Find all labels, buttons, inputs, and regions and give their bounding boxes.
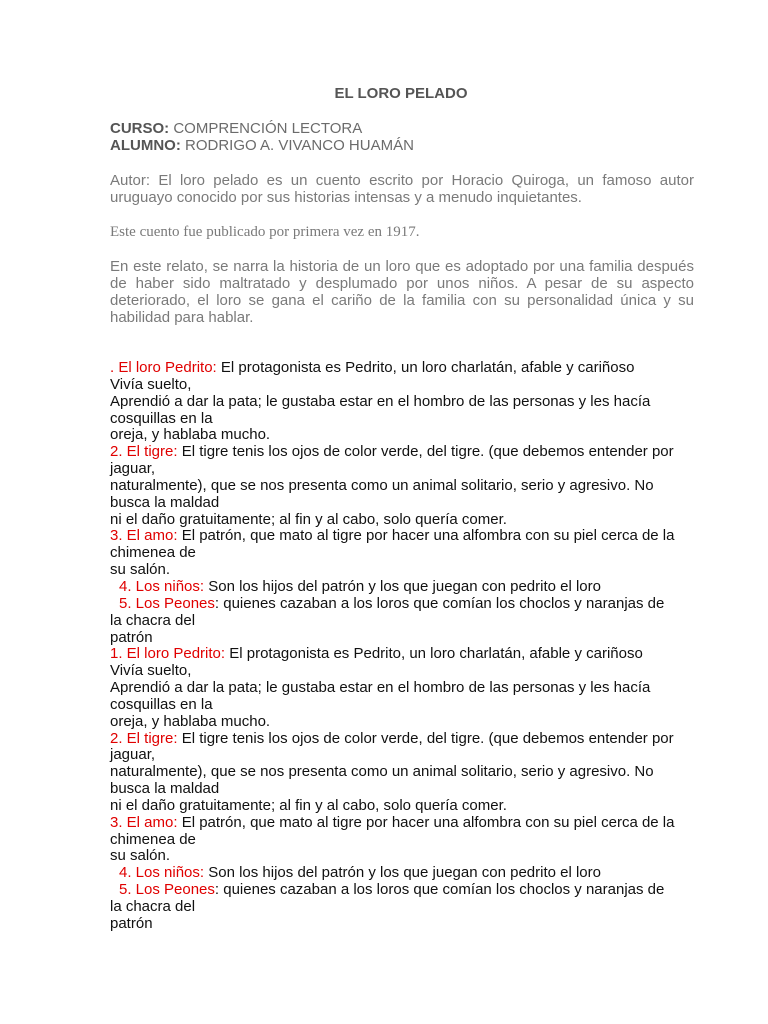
character-text: Son los hijos del patrón y los que juegan con pedrito el loro — [204, 864, 601, 882]
character-text-line: Vivía suelto, — [110, 662, 192, 680]
course-value: COMPRENCIÓN LECTORA — [173, 120, 363, 137]
student-value: RODRIGO A. VIVANCO HUAMÁN — [185, 137, 414, 154]
characters-list — [110, 360, 700, 933]
character-label: 2. El tigre: — [110, 729, 178, 747]
character-text-line: su salón. — [110, 847, 171, 865]
character-label: 3. El amo: — [110, 813, 178, 831]
intro-published-paragraph: Este cuento fue publicado por primera vez en 1917. — [110, 224, 420, 240]
character-text: El patrón, que mato al tigre por hacer una alfombra con su piel cerca de la — [177, 813, 675, 831]
character-text-line: busca la maldad — [110, 780, 220, 798]
character-text: : quienes cazaban a los loros que comían los choclos y naranjas de — [214, 594, 665, 612]
document-title: EL LORO PELADO — [334, 85, 468, 102]
character-label: 5. Los Peones — [119, 594, 215, 612]
character-text-line: chimenea de — [110, 544, 196, 562]
character-text-line: la chacra del — [110, 611, 196, 629]
character-text-line: oreja, y hablaba mucho. — [110, 426, 271, 444]
character-label: 4. Los niños: — [119, 864, 205, 882]
character-entry-tigre — [110, 444, 700, 461]
character-text-line: ni el daño gratuitamente; al fin y al cabo, solo quería comer. — [110, 510, 507, 528]
character-text-line: naturalmente), que se nos presenta como un animal solitario, serio y agresivo. No — [110, 763, 654, 781]
course-line — [110, 120, 414, 137]
character-entry-amo — [110, 528, 700, 545]
character-text-line: Aprendió a dar la pata; le gustaba estar en el hombro de las personas y les hacía — [110, 392, 651, 410]
intro-summary-paragraph: En este relato, se narra la historia de un loro que es adoptado por una familia después de haber sido maltratado y desplumado por unos niños. A pesar de su aspecto deteriorado, el loro se gana el cariño de la familia con su personalidad única y su habilidad para hablar. — [110, 258, 694, 326]
character-text: : quienes cazaban a los loros que comían los choclos y naranjas de — [214, 881, 665, 899]
character-text: El patrón, que mato al tigre por hacer una alfombra con su piel cerca de la — [177, 527, 675, 545]
character-text: El tigre tenis los ojos de color verde, del tigre. (que debemos entender por — [177, 443, 674, 461]
character-text-line: cosquillas en la — [110, 695, 213, 713]
student-line — [110, 137, 414, 154]
character-label: 1. El loro Pedrito: — [110, 645, 226, 663]
character-text-line: cosquillas en la — [110, 409, 213, 427]
character-text: El protagonista es Pedrito, un loro charlatán, afable y cariñoso — [216, 359, 635, 376]
character-text-line: Vivía suelto, — [110, 375, 192, 393]
character-entry-peones — [110, 596, 700, 613]
character-label: 3. El amo: — [110, 527, 178, 545]
character-text-line: la chacra del — [110, 898, 196, 915]
character-text-line: Aprendió a dar la pata; le gustaba estar en el hombro de las personas y les hacía — [110, 679, 651, 697]
character-text: El tigre tenis los ojos de color verde, del tigre. (que debemos entender por — [177, 729, 674, 747]
character-text-line: chimenea de — [110, 830, 196, 848]
character-entry-ninos — [110, 865, 700, 882]
character-text-line: patrón — [110, 628, 153, 646]
character-entry-amo — [110, 815, 700, 832]
character-text: Son los hijos del patrón y los que juegan con pedrito el loro — [204, 577, 601, 595]
character-entry-loro — [110, 646, 700, 663]
course-label: CURSO: — [110, 120, 170, 137]
character-text-line: jaguar, — [110, 746, 156, 764]
character-text-line: su salón. — [110, 561, 171, 579]
document-header-info — [110, 120, 414, 154]
character-text-line: ni el daño gratuitamente; al fin y al cabo, solo quería comer. — [110, 796, 507, 814]
character-entry-peones — [110, 882, 700, 899]
student-label: ALUMNO: — [110, 137, 181, 154]
character-text-line: patrón — [110, 914, 153, 932]
character-label: . El loro Pedrito: — [110, 359, 217, 376]
character-text-line: jaguar, — [110, 460, 156, 478]
character-text-line: naturalmente), que se nos presenta como un animal solitario, serio y agresivo. No — [110, 476, 654, 494]
character-text-line: oreja, y hablaba mucho. — [110, 712, 271, 730]
character-label: 4. Los niños: — [119, 577, 205, 595]
character-entry-tigre — [110, 731, 700, 748]
intro-author-paragraph: Autor: El loro pelado es un cuento escrito por Horacio Quiroga, un famoso autor uruguayo conocido por sus historias intensas y a menudo inquietantes. — [110, 172, 694, 206]
character-text: El protagonista es Pedrito, un loro charlatán, afable y cariñoso — [225, 645, 643, 663]
character-label: 2. El tigre: — [110, 443, 178, 461]
character-text-line: busca la maldad — [110, 493, 220, 511]
character-label: 5. Los Peones — [119, 881, 215, 899]
character-entry-loro — [110, 360, 700, 377]
character-entry-ninos — [110, 579, 700, 596]
